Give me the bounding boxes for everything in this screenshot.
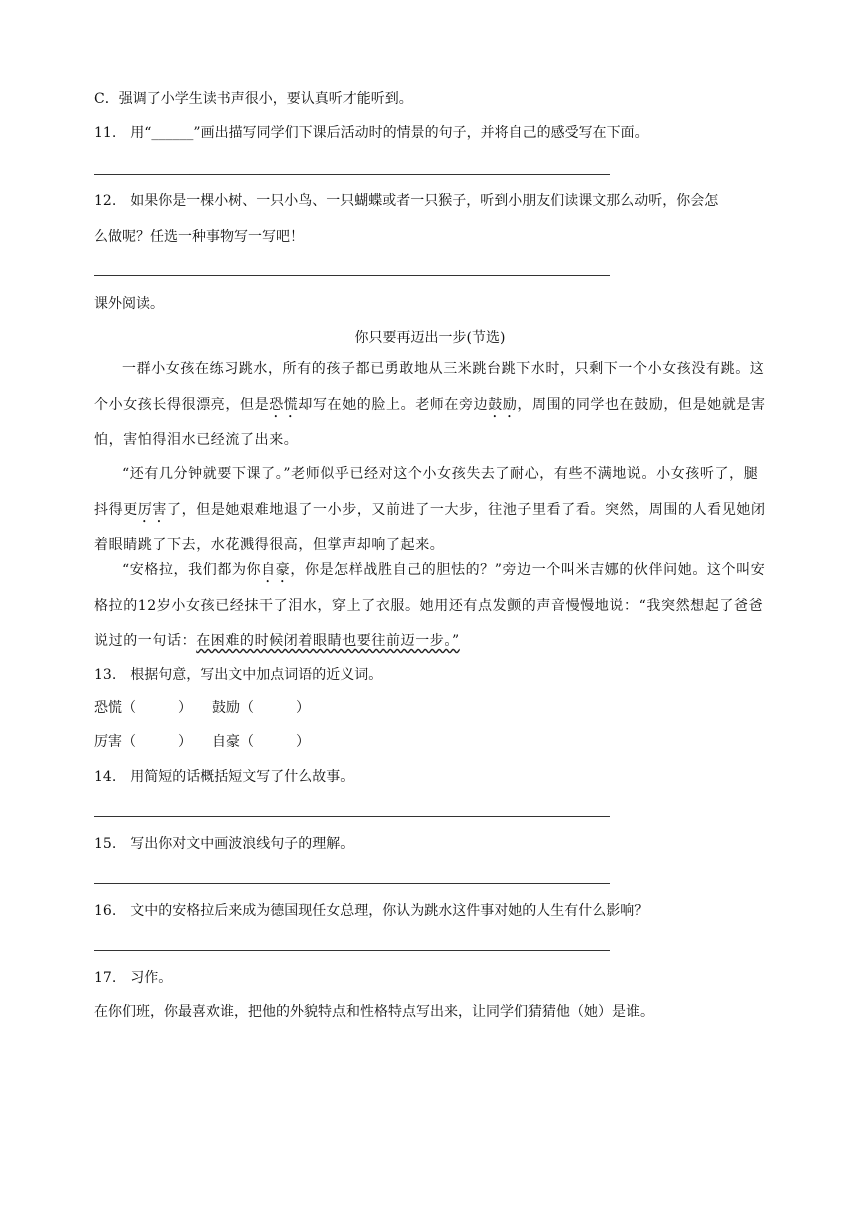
wavy-sentence: 在困难的时候闭着眼睛也要往前迈一步。” <box>196 633 460 649</box>
question-12-line2: 么做呢？任选一种事物写一写吧！ <box>94 229 304 245</box>
word-lihai: 厉害 <box>137 501 168 518</box>
question-17: 17. 习作。 <box>94 970 173 986</box>
answer-line-16[interactable] <box>94 950 610 951</box>
word-zihao: 自豪 <box>261 562 291 578</box>
q13-row-1 <box>94 698 310 718</box>
p1-text-c: ，周围的同学也在鼓励，但是她就是害怕，害怕得泪水已经流了出来。 <box>94 396 766 448</box>
question-11: 11. 用“______”画出描写同学们下课后活动时的情景的句子，并将自己的感受写在下面。 <box>94 125 649 141</box>
question-12-line1: 12. 如果你是一棵小树、一只小鸟、一只蝴蝶或者一只猴子，听到小朋友们读课文那么动听，你会怎 <box>94 193 719 209</box>
word-guli: 鼓励 <box>488 396 518 413</box>
q13-blank-zihao[interactable]: 自豪（ ） <box>212 734 310 750</box>
p2-text-a: “还有几分钟就要下课了。”老师似乎已经对这个小女孩失去了耐心，有些不满地说。小女孩听了，腿抖得更 <box>94 466 759 518</box>
answer-line-11[interactable] <box>94 174 610 175</box>
q13-blank-guli[interactable]: 鼓励（ ） <box>212 700 310 716</box>
q13-row-2 <box>94 732 310 752</box>
section-heading: 课外阅读。 <box>94 296 164 312</box>
question-13: 13. 根据句意，写出文中加点词语的近义词。 <box>94 667 383 683</box>
option-c: C．强调了小学生读书声很小，要认真听才能听到。 <box>94 91 413 107</box>
p3-text-a: “安格拉，我们都为你 <box>122 562 262 578</box>
passage-paragraph-3 <box>94 553 768 660</box>
question-16: 16. 文中的安格拉后来成为德国现任女总理，你认为跳水这件事对她的人生有什么影响？ <box>94 903 649 919</box>
word-konghuang: 恐慌 <box>269 396 299 413</box>
q13-blank-konghuang[interactable]: 恐慌（ ） <box>94 700 192 716</box>
question-17-prompt: 在你们班，你最喜欢谁，把他的外貌特点和性格特点写出来，让同学们猜猜他（她）是谁。 <box>94 1004 654 1020</box>
question-15: 15. 写出你对文中画波浪线句子的理解。 <box>94 836 355 852</box>
answer-line-14[interactable] <box>94 816 610 817</box>
p1-text-b: 却写在她的脸上。老师在旁边 <box>298 396 489 413</box>
p1-text-a: 一群小女孩在练习跳水，所有的孩子都已勇敢地从三米跳台跳下水时，只剩下一个小女孩没有跳。这个小女孩长得很漂亮，但是 <box>94 361 765 413</box>
q13-blank-lihai[interactable]: 厉害（ ） <box>94 734 192 750</box>
passage-paragraph-1 <box>94 352 768 459</box>
p3-text-b: ，你是怎样战胜自己的胆怯的？”旁边一个叫米吉娜的伙伴问她。这个叫安格拉的12岁小女孩已经抹干了泪水，穿上了衣服。她用还有点发颤的声音慢慢地说：“我突然想起了爸爸说过的一句话： <box>94 562 766 649</box>
p2-text-b: 了，但是她艰难地退了一小步，又前进了一大步，往池子里看了看。突然，周围的人看见她闭着眼睛跳了下去，水花溅得很高，但掌声却响了起来。 <box>94 501 766 553</box>
passage-title: 你只要再迈出一步(节选) <box>354 330 506 346</box>
question-14: 14. 用简短的话概括短文写了什么故事。 <box>94 769 355 785</box>
answer-line-15[interactable] <box>94 883 610 884</box>
answer-line-12[interactable] <box>94 275 610 276</box>
passage-paragraph-2 <box>94 457 768 564</box>
